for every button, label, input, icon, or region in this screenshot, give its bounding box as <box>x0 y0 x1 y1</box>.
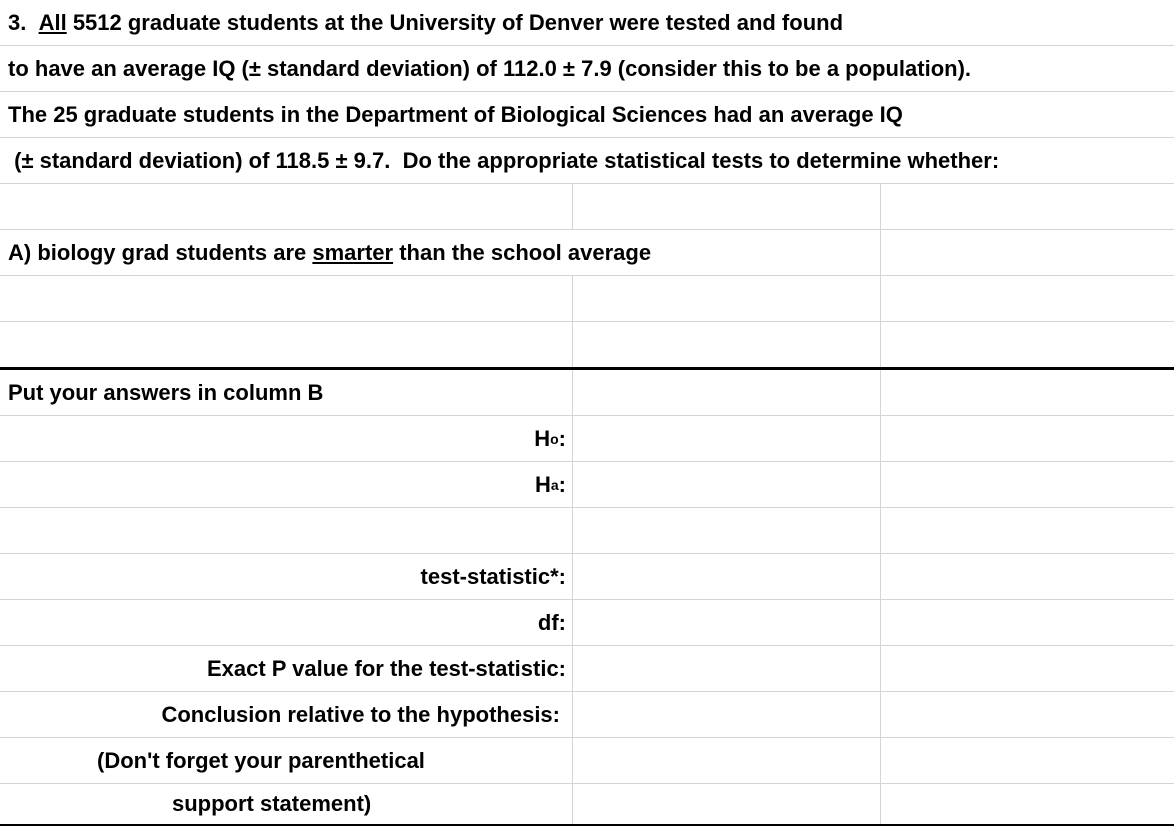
ho-colon: : <box>558 425 566 451</box>
cell-c5[interactable] <box>881 184 1174 229</box>
row-12 <box>0 508 1174 554</box>
row-3 <box>0 92 1174 138</box>
row-7 <box>0 276 1174 322</box>
null-hypothesis-label[interactable] <box>0 416 573 461</box>
cell-c11[interactable] <box>881 462 1174 507</box>
row-14 <box>0 600 1174 646</box>
conclusion-label[interactable]: Conclusion relative to the hypothesis: <box>0 692 573 737</box>
cell-b9[interactable] <box>573 370 881 415</box>
cell-a5[interactable] <box>0 184 573 229</box>
test-statistic-label[interactable]: test-statistic*: <box>0 554 573 599</box>
bottom-border <box>0 824 1174 826</box>
problem-line-3[interactable]: The 25 graduate students in the Department of Biological Sciences had an average IQ <box>8 101 903 127</box>
cell-b7[interactable] <box>573 276 881 321</box>
row-11 <box>0 462 1174 508</box>
cell-c9[interactable] <box>881 370 1174 415</box>
exact-p-answer-cell[interactable] <box>573 646 881 691</box>
row-6 <box>0 230 1174 276</box>
cell-c10[interactable] <box>881 416 1174 461</box>
conclusion-answer-cell[interactable] <box>573 692 881 737</box>
df-label[interactable]: df: <box>0 600 573 645</box>
cell-a7[interactable] <box>0 276 573 321</box>
cell-b8[interactable] <box>573 322 881 367</box>
cell-c18[interactable] <box>881 784 1174 824</box>
row-10 <box>0 416 1174 462</box>
ho-sub: o <box>550 430 559 447</box>
cell-a12[interactable] <box>0 508 573 553</box>
row-16 <box>0 692 1174 738</box>
row-8 <box>0 322 1174 368</box>
row-18 <box>0 784 1174 824</box>
cell-c15[interactable] <box>881 646 1174 691</box>
cell-c17[interactable] <box>881 738 1174 783</box>
row-15 <box>0 646 1174 692</box>
cell-c13[interactable] <box>881 554 1174 599</box>
cell-b18[interactable] <box>573 784 881 824</box>
problem-line-4[interactable]: (± standard deviation) of 118.5 ± 9.7. Do the appropriate statistical tests to determine whether: <box>8 147 1000 173</box>
row-4 <box>0 138 1174 184</box>
row-2 <box>0 46 1174 92</box>
df-answer-cell[interactable] <box>573 600 881 645</box>
row-5 <box>0 184 1174 230</box>
part-a-question[interactable] <box>0 230 881 275</box>
instructions-cell[interactable]: Put your answers in column B <box>0 370 573 415</box>
cell-b17[interactable] <box>573 738 881 783</box>
exact-p-label[interactable]: Exact P value for the test-statistic: <box>0 646 573 691</box>
alt-hypothesis-answer-cell[interactable] <box>573 462 881 507</box>
row-9 <box>0 367 1174 416</box>
cell-c14[interactable] <box>881 600 1174 645</box>
alt-hypothesis-label[interactable] <box>0 462 573 507</box>
test-statistic-answer-cell[interactable] <box>573 554 881 599</box>
ho-h: H <box>534 425 551 451</box>
underlined-all: All <box>38 9 67 35</box>
problem-line-1[interactable] <box>0 0 1174 45</box>
note-line-2[interactable]: support statement) <box>0 784 573 824</box>
cell-b5[interactable] <box>573 184 881 229</box>
null-hypothesis-answer-cell[interactable] <box>573 416 881 461</box>
cell-c8[interactable] <box>881 322 1174 367</box>
part-a-underlined: smarter <box>312 239 394 265</box>
note-line-1[interactable]: (Don't forget your parenthetical <box>0 738 573 783</box>
cell-b12[interactable] <box>573 508 881 553</box>
ha-h: H <box>534 471 551 497</box>
row-13 <box>0 554 1174 600</box>
cell-c6[interactable] <box>881 230 1174 275</box>
problem-line-1-text: 5512 graduate students at the University of Denver were tested and found <box>66 9 844 35</box>
part-a-suffix: than the school average <box>393 239 652 265</box>
part-a-prefix: A) biology grad students are <box>8 239 313 265</box>
cell-c16[interactable] <box>881 692 1174 737</box>
problem-line-2[interactable]: to have an average IQ (± standard deviation) of 112.0 ± 7.9 (consider this to be a population). <box>8 55 972 81</box>
row-17 <box>0 738 1174 784</box>
cell-c12[interactable] <box>881 508 1174 553</box>
ha-colon: : <box>558 471 566 497</box>
problem-number: 3. <box>8 9 39 35</box>
row-1 <box>0 0 1174 46</box>
ha-sub: a <box>550 476 559 493</box>
cell-c7[interactable] <box>881 276 1174 321</box>
cell-a8[interactable] <box>0 322 573 367</box>
